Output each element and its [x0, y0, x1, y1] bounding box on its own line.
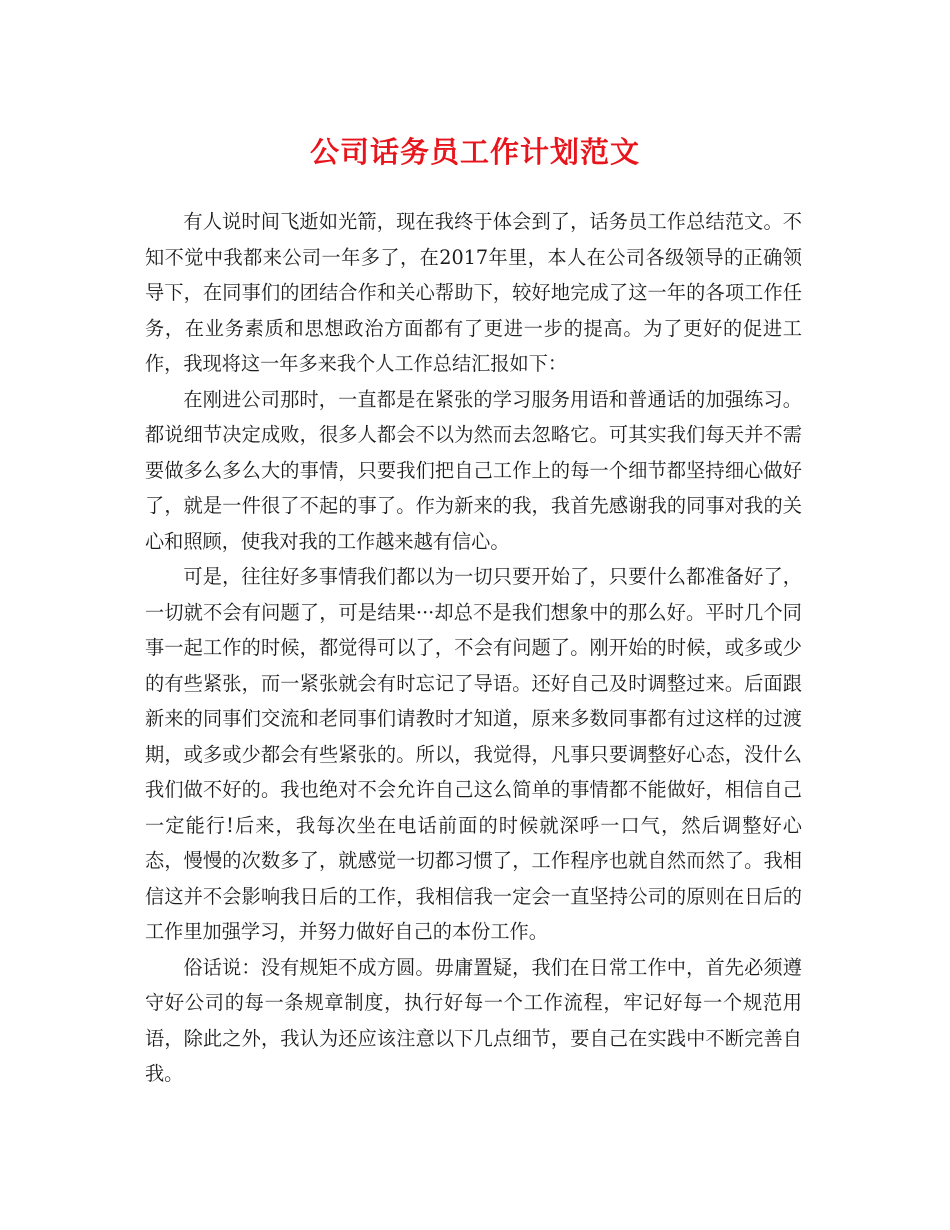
paragraph: 在刚进公司那时，一直都是在紧张的学习服务用语和普通话的加强练习。都说细节决定成败，很多人都会不以为然而去忽略它。可其实我们每天并不需要做多么多么大的事情，只要我们把自己工作上的每一个细节都坚持细心做好了，就是一件很了不起的事了。作为新来的我，我首先感谢我的同事对我的关心和照顾，使我对我的工作越来越有信心。 [145, 387, 802, 553]
document-body [145, 204, 802, 1092]
paragraph: 可是，往往好多事情我们都以为一切只要开始了，只要什么都准备好了，一切就不会有问题了，可是结果···却总不是我们想象中的那么好。平时几个同事一起工作的时候，都觉得可以了，不会有问题了。刚开始的时候，或多或少的有些紧张，而一紧张就会有时忘记了导语。还好自己及时调整过来。后面跟新来的同事们交流和老同事们请教时才知道，原来多数同事都有过这样的过渡期，或多或少都会有些紧张的。所以，我觉得，凡事只要调整好心态，没什么我们做不好的。我也绝对不会允许自己这么简单的事情都不能做好，相信自己一定能行!后来，我每次坐在电话前面的时候就深呼一口气，然后调整好心态，慢慢的次数多了，就感觉一切都习惯了，工作程序也就自然而然了。我相信这并不会影响我日后的工作，我相信我一定会一直坚持公司的原则在日后的工作里加强学习，并努力做好自己的本份工作。 [145, 565, 802, 943]
paragraph: 有人说时间飞逝如光箭，现在我终于体会到了，话务员工作总结范文。不知不觉中我都来公司一年多了，在2017年里，本人在公司各级领导的正确领导下，在同事们的团结合作和关心帮助下，较好地完成了这一年的各项工作任务，在业务素质和思想政治方面都有了更进一步的提高。为了更好的促进工作，我现将这一年多来我个人工作总结汇报如下： [145, 210, 802, 375]
paragraph: 俗话说：没有规矩不成方圆。毋庸置疑，我们在日常工作中，首先必须遵守好公司的每一条规章制度，执行好每一个工作流程，牢记好每一个规范用语，除此之外，我认为还应该注意以下几点细节，要自己在实践中不断完善自我。 [145, 955, 802, 1085]
document-title: 公司话务员工作计划范文 [309, 135, 640, 169]
